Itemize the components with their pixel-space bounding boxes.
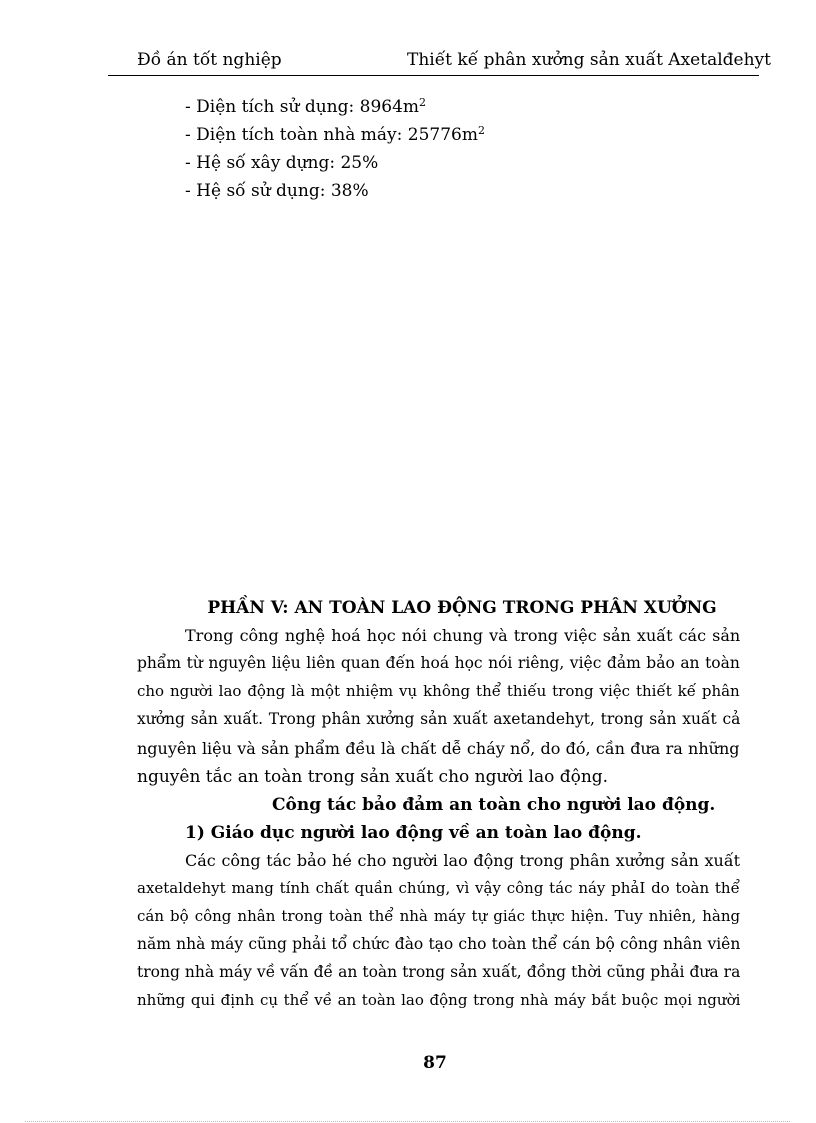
paragraph-line: nguyên tắc an toàn trong sản xuất cho người lao động. xyxy=(137,767,609,787)
paragraph-line: cho người lao động là một nhiệm vụ không thể thiếu trong việc thiết kế phân xyxy=(137,682,740,700)
section-title: PHẦN V: AN TOÀN LAO ĐỘNG TRONG PHÂN XƯỞNG xyxy=(207,598,717,618)
page-bottom-border xyxy=(25,1121,790,1122)
paragraph-line: phẩm từ nguyên liệu liên quan đến hoá học nói riêng, việc đảm bảo an toàn xyxy=(137,654,740,672)
subsection-heading: 1) Giáo dục người lao động về an toàn lao động. xyxy=(185,823,642,843)
header-right-text: Thiết kế phân xưởng sản xuất Axetalđehyt xyxy=(407,50,771,70)
stat-usable-area: - Diện tích sử dụng: $8964m^2$ xyxy=(185,96,427,117)
paragraph-line: cán bộ công nhân trong toàn thể nhà máy tự giác thực hiện. Tuy nhiên, hàng xyxy=(137,907,741,925)
paragraph-line: xưởng sản xuất. Trong phân xưởng sản xuất axetandehyt, trong sản xuất cả xyxy=(137,710,741,728)
header-divider xyxy=(108,75,759,76)
paragraph-line: Các công tác bảo hé cho người lao động trong phân xưởng sản xuất xyxy=(185,851,741,870)
paragraph-line: năm nhà máy cũng phải tổ chức đào tạo cho toàn thể cán bộ công nhân viên xyxy=(137,935,741,953)
stat-usage-ratio: - Hệ số sử dụng: 38% xyxy=(185,181,369,201)
paragraph-line: nguyên liệu và sản phẩm đều là chất dễ cháy nổ, do đó, cần đưa ra những xyxy=(137,739,740,758)
page-number: 87 xyxy=(423,1053,447,1073)
paragraph-line: những qui định cụ thể về an toàn lao động trong nhà máy bắt buộc mọi người xyxy=(137,991,741,1009)
stat-total-area: - Diện tích toàn nhà máy: $25776m^2$ xyxy=(185,124,485,145)
paragraph-line: Trong công nghệ hoá học nói chung và trong việc sản xuất các sản xyxy=(185,626,741,645)
paragraph-line: trong nhà máy về vấn đề an toàn trong sản xuất, đồng thời cũng phải đưa ra xyxy=(137,963,741,981)
stat-construction-ratio: - Hệ số xây dựng: 25% xyxy=(185,153,379,173)
header-left-text: Đồ án tốt nghiệp xyxy=(137,50,282,70)
paragraph-line: axetaldehyt mang tính chất quần chúng, vì vậy công tác náy phảI do toàn thể xyxy=(137,879,740,897)
subsection-title: Công tác bảo đảm an toàn cho người lao động. xyxy=(272,795,716,815)
